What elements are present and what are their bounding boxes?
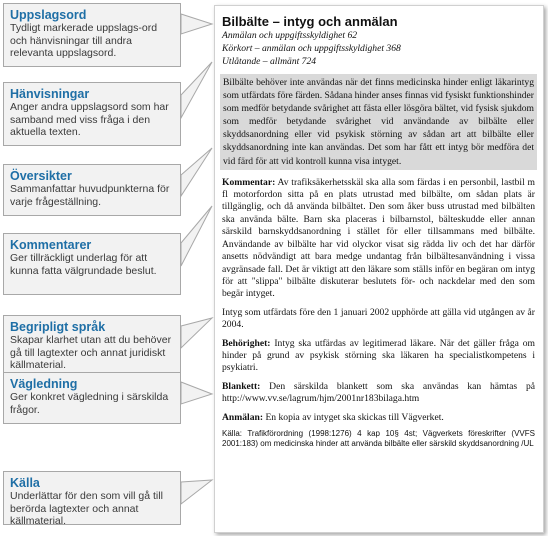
arrow-vagledning bbox=[181, 382, 212, 404]
behorighet-label: Behörighet: bbox=[222, 337, 271, 349]
blankett-text: Den särskilda blankett som ska användas kan hämtas på http://www.vv.se/lagrum/hjm/2001nr183bilaga.htm bbox=[222, 380, 535, 405]
kalla-source: Källa: Trafikförordning (1998:1276) 4 kap 10§ 4st; Vägverkets föreskrifter (VVFS 2001:183) om medicinska hinder att använda bilbälte eller särskild skyddsanordning /UL bbox=[222, 428, 535, 448]
arrow-kommentarer bbox=[181, 206, 212, 266]
document-page bbox=[214, 5, 544, 533]
arrow-begripligt-sprak bbox=[181, 318, 212, 348]
kommentar-text: Av trafiksäkerhetsskäl ska alla som färdas i en personbil, lastbil m fl motorfordon sitta på en plats utrustad med bilbälte, om sådan plats är tillgänglig, och då använda bilbältet. Den som åker buss utrustad med bilbälten ska använda bälte. Barn ska placeras i bilbarnstol, bälteskudde eller annan särskild barnskyddsanordning i stället för eller tillsammans med bilbälte. Användande av bilbälte har vid olyckor visat sig rädda liv och det har därför ansetts nödvändigt att bara medge undantag från bilbältesanvändning i vissa avgränsade fall. Det är viktigt att den läkare som ställs inför en begäran om intyg för att "slippa" bilbälte diskuterar beslutets för- och nackdelar med den som begär intyget. bbox=[222, 176, 535, 300]
callout-title: Källa bbox=[10, 476, 40, 490]
anmalan-label: Anmälan: bbox=[222, 411, 264, 423]
callout-title: Vägledning bbox=[10, 377, 78, 391]
kommentar-label: Kommentar: bbox=[222, 176, 276, 188]
callout-title: Hänvisningar bbox=[10, 87, 90, 101]
reference-link[interactable]: Utlåtande – allmänt 724 bbox=[222, 56, 317, 67]
behorighet-text: Intyg ska utfärdas av legitimerad läkare. När det gäller fråga om hinder på grund av psykisk störning ska läkaren ha specialistkompetens i psykiatri. bbox=[222, 337, 535, 374]
kommentar-paragraph bbox=[222, 177, 535, 301]
callout-description: Ger tillräckligt underlag för att kunna fatta välgrundade beslut. bbox=[10, 252, 157, 277]
callout-title: Begripligt språk bbox=[10, 320, 106, 334]
intyg-paragraph: Intyg som utfärdats före den 1 januari 2002 upphörde att gälla vid utgången av år 2004. bbox=[222, 306, 535, 331]
callout-description: Sammanfattar huvudpunkterna för varje frågeställning. bbox=[10, 183, 170, 208]
arrow-oversikter bbox=[181, 148, 212, 196]
arrow-kalla bbox=[181, 480, 212, 504]
summary-box: Bilbälte behöver inte användas när det finns medicinska hinder enligt läkarintyg som utfärdats före färden. Sådana hinder anses finnas vid fysiskt funktionshinder som medför betydande svårighet att fästa eller lösgöra bältet, vid fysisk sjukdom som medför betydande svårighet vid användande av bilbälte eller skyddsanordning eller vid psykisk störning av sådan art att bilbälte eller skyddsanordning inte kan användas. Det som har fått ett intyg bör medföra det vid färd för att vid kontroll kunna visa intyget. bbox=[220, 74, 537, 170]
anmalan-paragraph bbox=[222, 412, 535, 424]
blankett-label: Blankett: bbox=[222, 380, 261, 392]
callout-title: Översikter bbox=[10, 169, 72, 183]
callout-description: Skapar klarhet utan att du behöver gå till lagtexter och annat juridiskt källmaterial. bbox=[10, 334, 172, 371]
reference-link[interactable]: Körkort – anmälan och uppgiftsskyldighet 368 bbox=[222, 43, 401, 54]
arrow-uppslagsord bbox=[181, 14, 212, 34]
anmalan-text: En kopia av intyget ska skickas till Vägverket. bbox=[263, 411, 444, 423]
arrow-hanvisningar bbox=[181, 62, 212, 118]
callout-title: Uppslagsord bbox=[10, 8, 87, 22]
callout-description: Ger konkret vägledning i särskilda frågor. bbox=[10, 391, 169, 416]
callout-title: Kommentarer bbox=[10, 238, 92, 252]
entry-title: Bilbälte – intyg och anmälan bbox=[222, 14, 398, 29]
behorighet-paragraph bbox=[222, 338, 535, 375]
callout-description: Underlättar för den som vill gå till berörda lagtexter och annat källmaterial. bbox=[10, 490, 163, 527]
blankett-paragraph bbox=[222, 381, 535, 406]
callout-description: Tydligt markerade uppslags-ord och hänvisningar till andra relevanta uppslagsord. bbox=[10, 22, 158, 59]
reference-link[interactable]: Anmälan och uppgiftsskyldighet 62 bbox=[222, 30, 358, 41]
callout-description: Anger andra uppslagsord som har samband med viss fråga i den aktuella texten. bbox=[10, 101, 169, 138]
